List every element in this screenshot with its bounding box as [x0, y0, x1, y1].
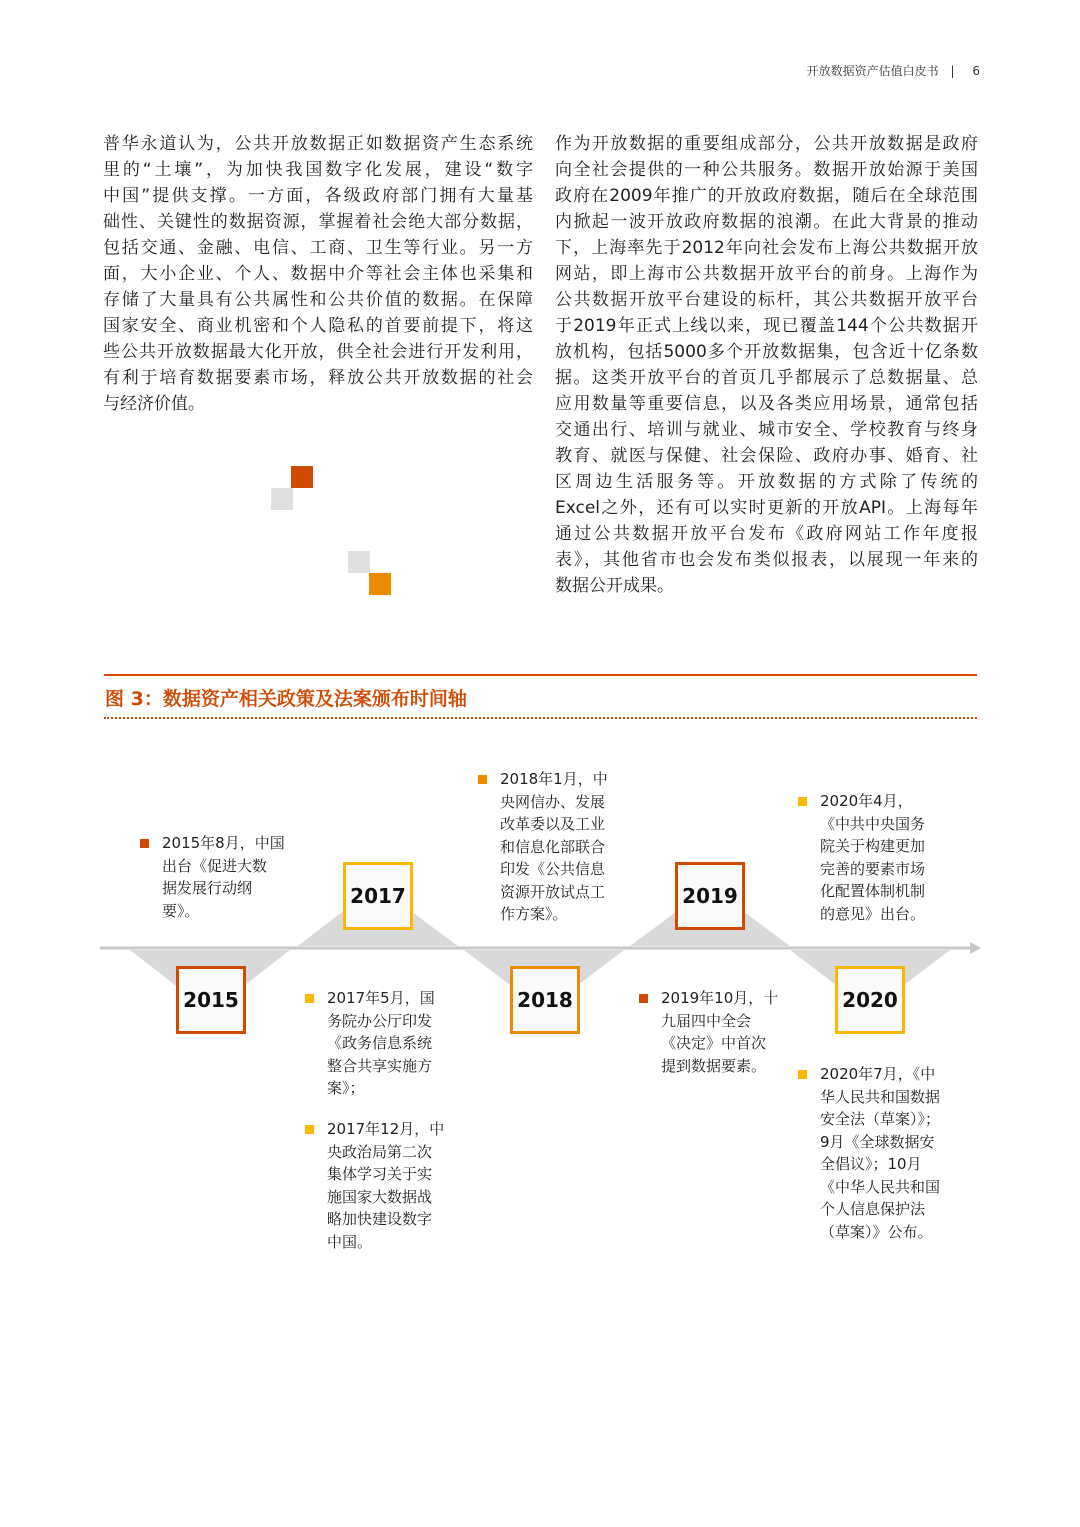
event-text-line: 华人民共和国数据: [820, 1087, 941, 1106]
year-box-2015: 2015: [176, 966, 246, 1034]
event-text-line: 2017年5月，国: [327, 989, 435, 1007]
event-text-line: 全倡议》；10月: [820, 1155, 922, 1173]
event-text-line: 《决定》中首次: [661, 1034, 767, 1052]
text-line: 与经济价值。: [103, 394, 205, 414]
text-line: 通过公共数据开放平台发布《政府网站工作年度报: [555, 524, 978, 544]
bullet-square-icon: [798, 1070, 807, 1079]
bullet-square-icon: [140, 839, 149, 848]
event-text-line: 中国。: [327, 1232, 373, 1251]
timeline-event: [162, 832, 285, 922]
timeline-event: [661, 987, 778, 1077]
year-box-2019: 2019: [675, 862, 745, 930]
event-text-line: 《中华人民共和国: [820, 1177, 941, 1196]
text-line: 面，大小企业、个人、数据中介等社会主体也采集和: [103, 264, 533, 284]
event-text-line: 个人信息保护法: [820, 1200, 926, 1218]
header-separator: |: [950, 64, 955, 78]
text-line: 内掀起一波开放政府数据的浪潮。在此大背景的推动: [555, 212, 978, 232]
text-line: 向全社会提供的一种公共服务。数据开放始源于美国: [555, 160, 978, 180]
text-line: 于2019年正式上线以来，现已覆盖144个公共数据开: [555, 316, 978, 336]
event-text-line: 央政治局第二次: [327, 1142, 433, 1161]
event-text-line: 和信息化部联合: [500, 837, 606, 856]
event-text-line: 2020年4月，: [820, 792, 913, 810]
text-line: 教育、就医与保健、社会保险、政府办事、婚育、社: [555, 446, 978, 466]
year-box-2018: 2018: [510, 966, 580, 1034]
event-text-line: 《中共中央国务: [820, 814, 926, 833]
text-line: 包括交通、金融、电信、工商、卫生等行业。另一方: [103, 238, 533, 258]
event-text-line: 化配置体制机制: [820, 882, 926, 900]
event-text-line: 据发展行动纲: [162, 879, 253, 897]
event-text-line: 院关于构建更加: [820, 837, 926, 855]
event-text-line: 九届四中全会: [661, 1011, 752, 1030]
event-text-line: 《政务信息系统: [327, 1034, 433, 1052]
timeline-event: [820, 790, 925, 925]
text-line: 应用数量等重要信息，以及各类应用场景，通常包括: [555, 394, 978, 414]
text-line: Excel之外，还有可以实时更新的开放API。上海每年: [555, 498, 978, 518]
event-text-line: 集体学习关于实: [327, 1165, 433, 1183]
text-line: 国家安全、商业机密和个人隐私的首要前提下，将这: [103, 316, 533, 336]
event-text-line: 务院办公厅印发: [327, 1011, 433, 1030]
event-text-line: 完善的要素市场: [820, 859, 926, 878]
text-line: 里的“土壤”，为加快我国数字化发展，建设“数字: [103, 160, 533, 180]
event-text-line: 资源开放试点工: [500, 882, 606, 901]
timeline-event: [327, 1118, 444, 1253]
text-line: 普华永道认为，公共开放数据正如数据资产生态系统: [103, 134, 533, 154]
bullet-square-icon: [798, 797, 807, 806]
text-line: 础性、关键性的数据资源，掌握着社会绝大部分数据，: [103, 212, 533, 232]
event-text-line: 要》。: [162, 901, 200, 920]
text-line: 存储了大量具有公共属性和公共价值的数据。在保障: [103, 290, 533, 310]
page-number: 6: [972, 64, 980, 78]
event-text-line: 出台《促进大数: [162, 856, 268, 875]
event-text-line: 提到数据要素。: [661, 1056, 767, 1075]
text-line: 区周边生活服务等。开放数据的方式除了传统的: [555, 472, 978, 492]
text-line: 下，上海率先于2012年向社会发布上海公共数据开放: [555, 238, 978, 258]
event-text-line: 印发《公共信息: [500, 860, 606, 878]
timeline-event: [327, 987, 435, 1100]
event-text-line: 整合共享实施方: [327, 1056, 433, 1075]
text-line: 些公共开放数据最大化开放，供全社会进行开发利用，: [103, 342, 533, 362]
text-line: 网站，即上海市公共数据开放平台的前身。上海作为: [555, 264, 978, 284]
event-text-line: 2018年1月，中: [500, 770, 608, 788]
text-line: 公共数据开放平台建设的标杆，其公共数据开放平台: [555, 290, 978, 310]
event-text-line: （草案）》公布。: [820, 1222, 933, 1241]
event-text-line: 作方案》。: [500, 905, 568, 923]
text-line: 政府在2009年推广的开放政府数据，随后在全球范围: [555, 186, 978, 206]
timeline-event: [820, 1063, 940, 1243]
event-text-line: 案》；: [327, 1079, 365, 1097]
year-box-2017: 2017: [343, 862, 413, 930]
event-text-line: 略加快建设数字: [327, 1210, 433, 1228]
event-text-line: 央网信办、发展: [500, 792, 606, 811]
text-line: 作为开放数据的重要组成部分，公共开放数据是政府: [555, 134, 978, 154]
text-line: 数据公开成果。: [555, 576, 674, 596]
header-title: 开放数据资产估值白皮书: [806, 64, 939, 78]
event-text-line: 2015年8月，中国: [162, 834, 285, 852]
bullet-square-icon: [639, 994, 648, 1003]
event-text-line: 改革委以及工业: [500, 815, 606, 833]
event-text-line: 9月《全球数据安: [820, 1132, 935, 1151]
text-line: 中国”提供支撑。一方面，各级政府部门拥有大量基: [103, 186, 533, 206]
figure-title: 图 3：数据资产相关政策及法案颁布时间轴: [105, 688, 467, 710]
event-text-line: 2019年10月，十: [661, 989, 779, 1007]
text-line: 交通出行、培训与就业、城市安全、学校教育与终身: [555, 420, 978, 440]
event-text-line: 2017年12月，中: [327, 1120, 445, 1138]
event-text-line: 施国家大数据战: [327, 1187, 433, 1206]
bullet-square-icon: [305, 994, 314, 1003]
timeline-event: [500, 768, 608, 926]
year-box-2020: 2020: [835, 966, 905, 1034]
bullet-square-icon: [478, 775, 487, 784]
event-text-line: 的意见》出台。: [820, 904, 926, 923]
text-line: 表》，其他省市也会发布类似报表，以展现一年来的: [555, 550, 978, 570]
text-line: 放机构，包括5000多个开放数据集，包含近十亿条数: [555, 342, 978, 362]
axis-arrow-icon: [970, 942, 981, 954]
event-text-line: 2020年7月，《中: [820, 1065, 936, 1083]
event-text-line: 安全法（草案）》；: [820, 1110, 941, 1128]
text-line: 有利于培育数据要素市场，释放公共开放数据的社会: [103, 368, 533, 388]
bullet-square-icon: [305, 1125, 314, 1134]
text-line: 据。这类开放平台的首页几乎都展示了总数据量、总: [555, 368, 978, 388]
